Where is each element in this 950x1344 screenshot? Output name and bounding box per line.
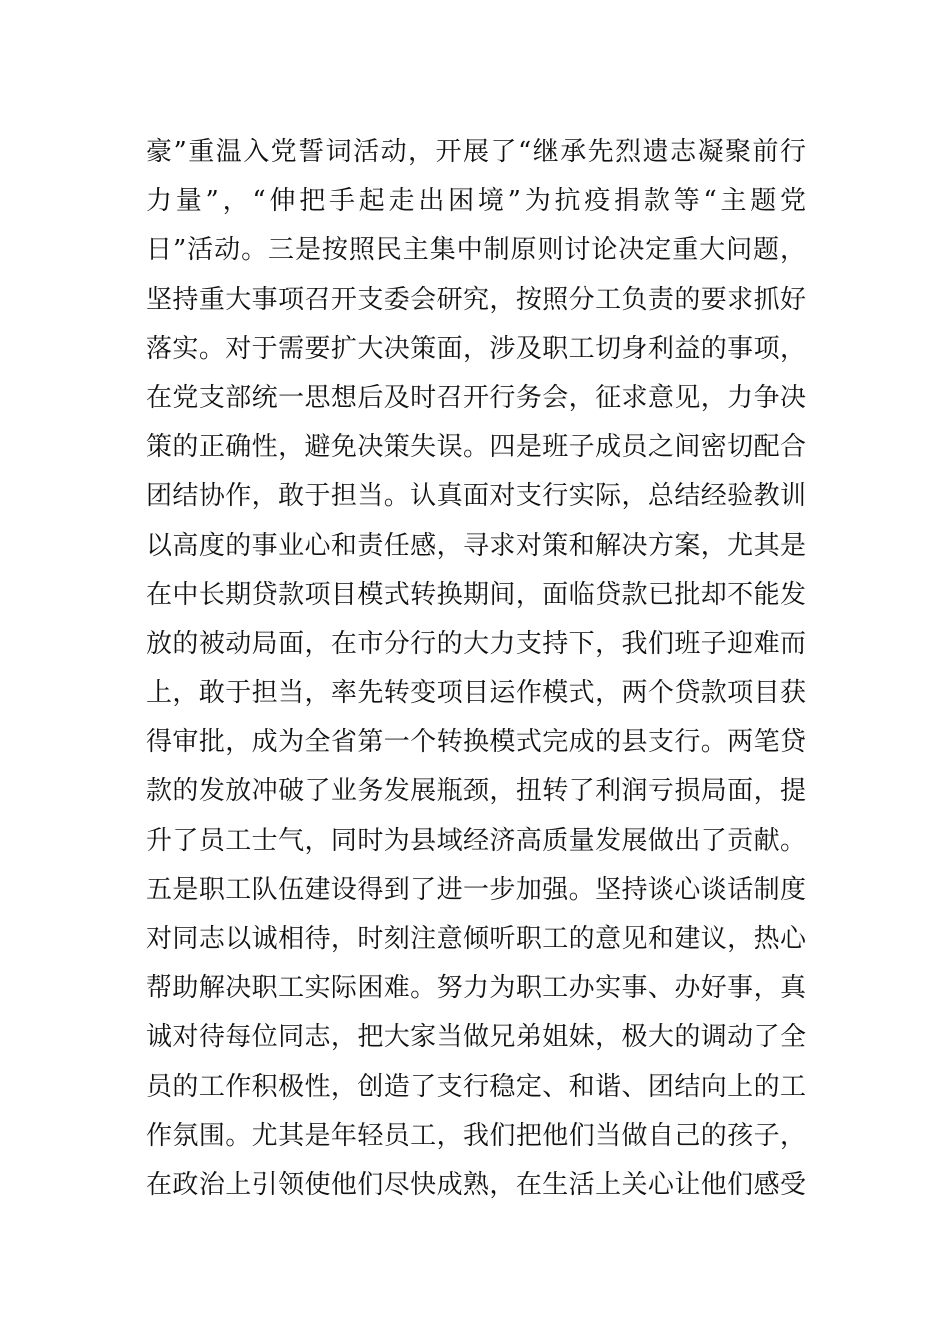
text-line-20: 员的工作积极性，创造了支行稳定、和谐、团结向上的工	[146, 1071, 806, 1102]
text-line-4: 坚持重大事项召开支委会研究，按照分工负责的要求抓好	[146, 284, 806, 315]
text-line-16: 五是职工队伍建设得到了进一步加强。坚持谈心谈话制度	[146, 874, 806, 905]
text-line-6: 在党支部统一思想后及时召开行务会，征求意见，力争决	[146, 382, 806, 413]
text-line-3: 日”活动。三是按照民主集中制原则讨论决定重大问题，	[146, 235, 806, 266]
text-line-14: 款的发放冲破了业务发展瓶颈，扭转了利润亏损局面，提	[146, 776, 806, 807]
text-line-18: 帮助解决职工实际困难。努力为职工办实事、办好事，真	[146, 973, 806, 1004]
text-line-22: 在政治上引领使他们尽快成熟，在生活上关心让他们感受	[146, 1169, 806, 1200]
body-text	[146, 128, 806, 1210]
text-line-21: 作氛围。尤其是年轻员工，我们把他们当做自己的孩子，	[146, 1120, 806, 1151]
text-line-8: 团结协作，敢于担当。认真面对支行实际，总结经验教训	[146, 481, 806, 512]
text-line-12: 上，敢于担当，率先转变项目运作模式，两个贷款项目获	[146, 678, 806, 709]
text-line-9: 以高度的事业心和责任感，寻求对策和解决方案，尤其是	[146, 530, 806, 561]
text-line-1: 豪”重温入党誓词活动，开展了“继承先烈遗志凝聚前行	[146, 137, 806, 167]
text-line-5: 落实。对于需要扩大决策面，涉及职工切身利益的事项，	[146, 333, 806, 364]
text-line-2: 力量”，“伸把手起走出困境”为抗疫捐款等“主题党	[146, 186, 806, 217]
text-line-17: 对同志以诚相待，时刻注意倾听职工的意见和建议，热心	[146, 924, 806, 954]
text-line-7: 策的正确性，避免决策失误。四是班子成员之间密切配合	[146, 432, 806, 463]
text-line-15: 升了员工士气，同时为县域经济高质量发展做出了贡献。	[146, 825, 806, 856]
text-line-10: 在中长期贷款项目模式转换期间，面临贷款已批却不能发	[146, 579, 806, 610]
text-line-13: 得审批，成为全省第一个转换模式完成的县支行。两笔贷	[146, 727, 806, 758]
text-line-19: 诚对待每位同志，把大家当做兄弟姐妹，极大的调动了全	[146, 1022, 806, 1053]
text-line-11: 放的被动局面，在市分行的大力支持下，我们班子迎难而	[146, 628, 806, 659]
